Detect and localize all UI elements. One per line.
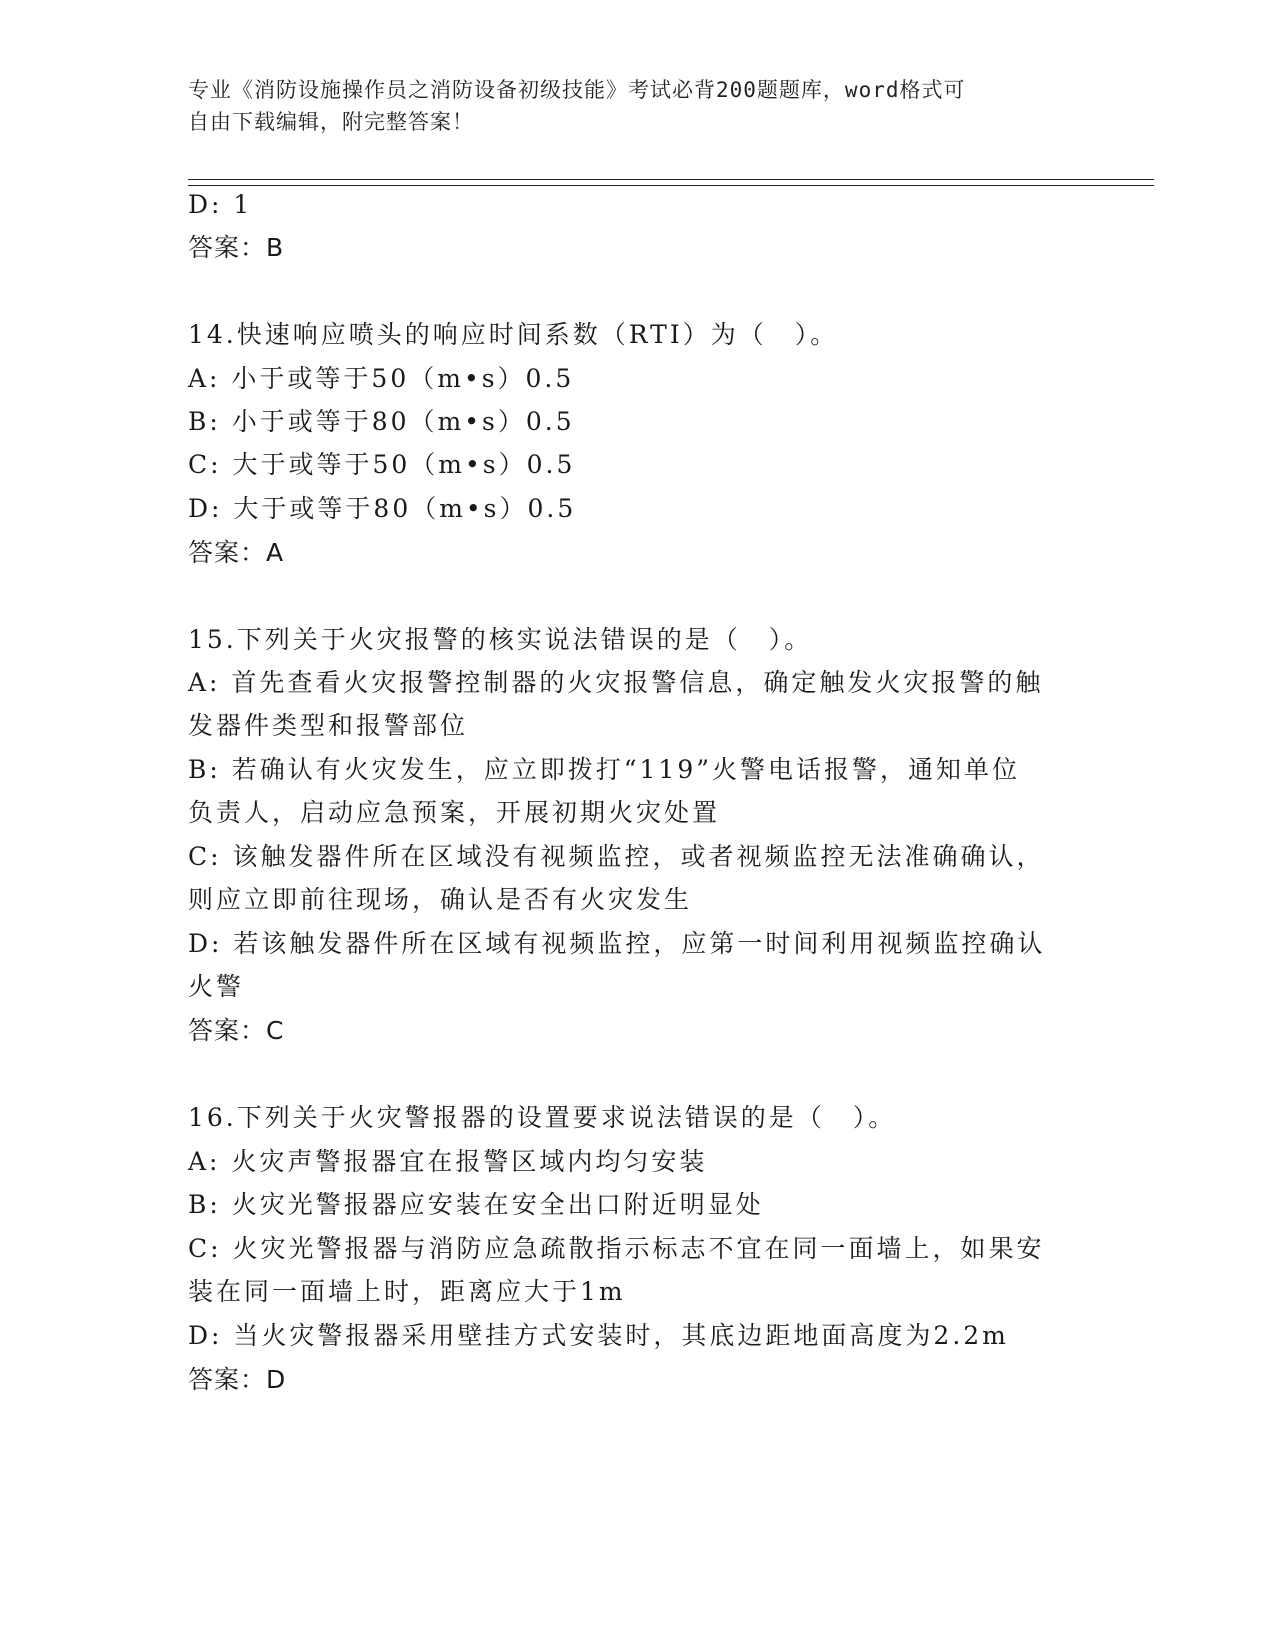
header-line-1: 专业《消防设施操作员之消防设备初级技能》考试必背200题题库，word格式可 bbox=[188, 78, 966, 102]
q16-option-d: D: 当火灾警报器采用壁挂方式安装时，其底边距地面高度为2.2m bbox=[188, 1321, 1009, 1350]
q15-option-c-cont: 则应立即前往现场，确认是否有火灾发生 bbox=[188, 885, 693, 914]
prev-answer: 答案：B bbox=[188, 233, 285, 262]
header-line-2: 自由下载编辑，附完整答案！ bbox=[188, 110, 474, 134]
q15-stem: 15.下列关于火灾报警的核实说法错误的是（ ）。 bbox=[188, 625, 813, 654]
header-rule-bottom bbox=[188, 185, 1154, 186]
q14-option-d: D: 大于或等于80（m•s）0.5 bbox=[188, 494, 577, 523]
q14-answer: 答案：A bbox=[188, 538, 285, 567]
q14-option-b: B: 小于或等于80（m•s）0.5 bbox=[188, 407, 575, 436]
q15-option-a-cont: 发器件类型和报警部位 bbox=[188, 711, 469, 740]
q16-option-b: B: 火灾光警报器应安装在安全出口附近明显处 bbox=[188, 1190, 764, 1219]
q15-option-d: D: 若该触发器件所在区域有视频监控，应第一时间利用视频监控确认 bbox=[188, 929, 1046, 958]
q14-option-a: A: 小于或等于50（m•s）0.5 bbox=[188, 364, 575, 393]
q16-option-c: C: 火灾光警报器与消防应急疏散指示标志不宜在同一面墙上，如果安 bbox=[188, 1234, 1045, 1263]
q14-stem: 14.快速响应喷头的响应时间系数（RTI）为（ ）。 bbox=[188, 320, 839, 349]
q15-option-b-cont: 负责人，启动应急预案，开展初期火灾处置 bbox=[188, 798, 721, 827]
q15-answer: 答案：C bbox=[188, 1016, 285, 1045]
q16-option-c-cont: 装在同一面墙上时，距离应大于1m bbox=[188, 1277, 626, 1306]
q15-option-c: C: 该触发器件所在区域没有视频监控，或者视频监控无法准确确认， bbox=[188, 842, 1045, 871]
prev-option-d: D: 1 bbox=[188, 190, 253, 219]
q15-option-d-cont: 火警 bbox=[188, 972, 245, 1001]
q15-option-a: A: 首先查看火灾报警控制器的火灾报警信息，确定触发火灾报警的触 bbox=[188, 668, 1044, 697]
q15-option-b: B: 若确认有火灾发生，应立即拨打“119”火警电话报警，通知单位 bbox=[188, 755, 1021, 784]
header-rule-top bbox=[188, 179, 1154, 180]
q16-option-a: A: 火灾声警报器宜在报警区域内均匀安装 bbox=[188, 1147, 708, 1176]
q16-stem: 16.下列关于火灾警报器的设置要求说法错误的是（ ）。 bbox=[188, 1103, 897, 1132]
page-header bbox=[188, 74, 1068, 138]
q14-option-c: C: 大于或等于50（m•s）0.5 bbox=[188, 450, 576, 479]
q16-answer: 答案：D bbox=[188, 1365, 287, 1394]
